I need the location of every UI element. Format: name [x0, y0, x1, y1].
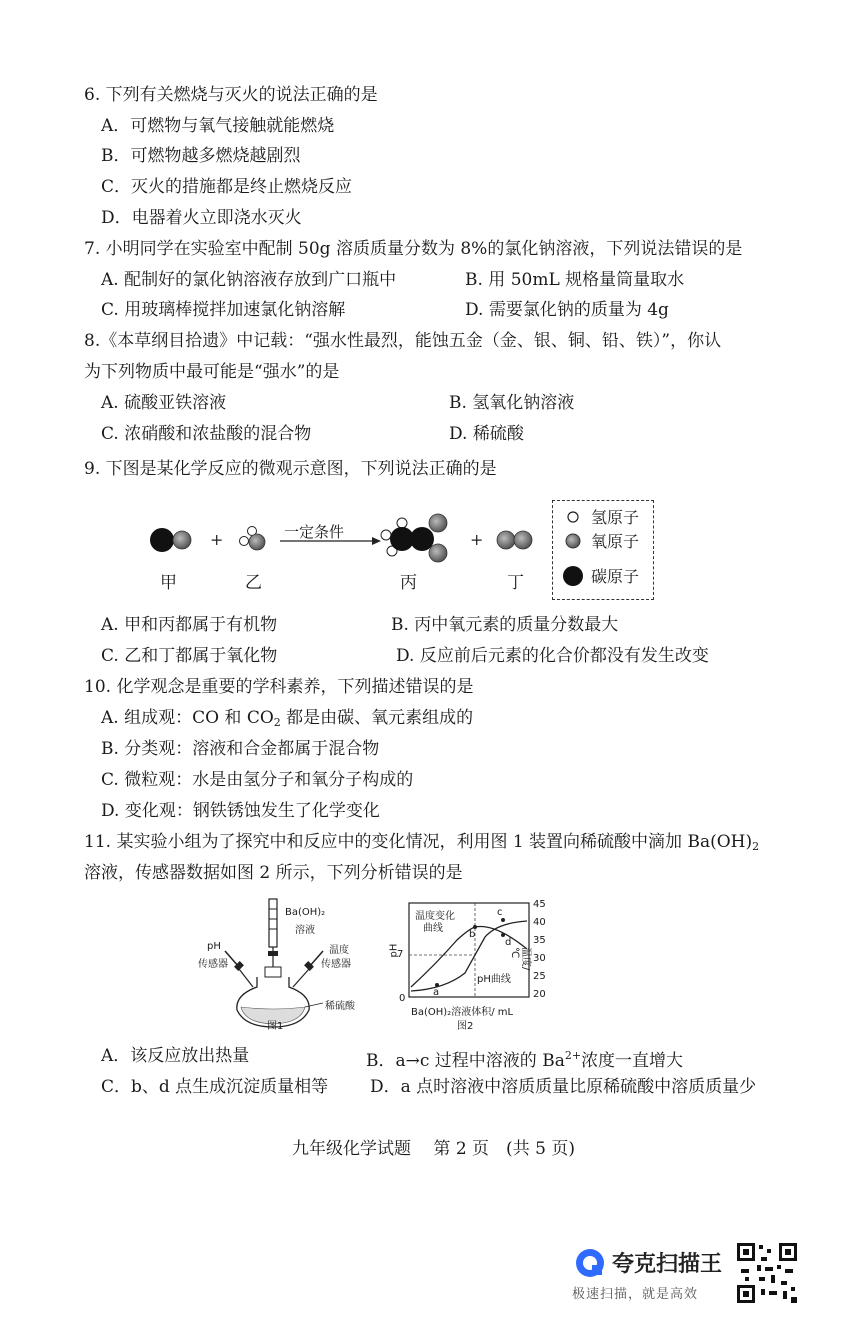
- q11-option-a: A．该反应放出热量: [101, 1046, 250, 1066]
- q9-stem: 9. 下图是某化学反应的微观示意图，下列说法正确的是: [84, 459, 497, 479]
- fig1-ph-sensor-label: pH: [207, 941, 221, 952]
- fig2-right-tick: 25: [533, 971, 546, 982]
- q6-option-d: D．电器着火立即浇水灭火: [101, 208, 302, 228]
- q7-option-b: B. 用 50mL 规格量筒量取水: [465, 270, 685, 290]
- fig2-temp-curve-label-2: 曲线: [423, 923, 443, 934]
- fig2-caption: 图2: [457, 1021, 474, 1032]
- q10-option-b: B. 分类观：溶液和合金都属于混合物: [101, 739, 380, 759]
- fig1-caption: 图1: [267, 1021, 284, 1032]
- q9-option-c: C. 乙和丁都属于氧化物: [101, 646, 278, 666]
- figure-1-apparatus: [195, 895, 375, 1030]
- label-bing: 丙: [400, 573, 417, 593]
- q6-option-c: C．灭火的措施都是终止燃烧反应: [101, 177, 353, 197]
- reaction-diagram: [140, 505, 550, 565]
- q11-option-c: C．b、d 点生成沉淀质量相等: [101, 1077, 329, 1097]
- q9-option-d: D. 反应前后元素的化合价都没有发生改变: [396, 646, 709, 666]
- q8-stem-line1: 8.《本草纲目拾遗》中记载：“强水性最烈，能蚀五金（金、银、铜、铅、铁）”，你认: [84, 331, 722, 351]
- fig1-temp-sensor-label-2: 传感器: [321, 959, 351, 970]
- fig2-temp-curve-label: 温度变化: [415, 911, 455, 922]
- q7-option-d: D. 需要氯化钠的质量为 4g: [465, 300, 669, 320]
- quark-logo-icon: [574, 1247, 606, 1279]
- legend-hydrogen: 氢原子: [591, 508, 640, 527]
- q9-option-b: B. 丙中氧元素的质量分数最大: [391, 615, 619, 635]
- q8-stem-line2: 为下列物质中最可能是“强水”的是: [84, 362, 340, 382]
- fig2-ylabel-right: 温度/℃: [509, 947, 531, 971]
- molecule-jia: [150, 528, 191, 552]
- svg-text:+: +: [470, 530, 484, 549]
- q8-option-a: A. 硫酸亚铁溶液: [101, 393, 227, 413]
- fig1-reagent-label-2: 溶液: [295, 925, 315, 936]
- fig2-point-d: d: [505, 937, 512, 948]
- fig2-right-tick: 40: [533, 917, 546, 928]
- fig2-right-tick: 30: [533, 953, 546, 964]
- q7-option-a: A. 配制好的氯化钠溶液存放到广口瓶中: [101, 270, 397, 290]
- q6-option-b: B．可燃物越多燃烧越剧烈: [101, 146, 301, 166]
- atom-legend: [552, 500, 654, 600]
- svg-text:+: +: [210, 530, 224, 549]
- q10-option-d: D. 变化观：钢铁锈蚀发生了化学变化: [101, 801, 380, 821]
- fig2-right-tick: 45: [533, 899, 546, 910]
- q11-stem-line1: 11. 某实验小组为了探究中和反应中的变化情况，利用图 1 装置向稀硫酸中滴加 $Ba(OH)_2$: [84, 832, 760, 853]
- page-footer: 九年级化学试题 第 2 页 (共 5 页): [292, 1139, 575, 1159]
- molecule-bing: [381, 514, 447, 562]
- q11-option-d: D．a 点时溶液中溶质质量比原稀硫酸中溶质质量少: [370, 1077, 757, 1097]
- q10-option-a: A. 组成观：CO 和 $CO_2$ 都是由碳、氧元素组成的: [101, 708, 474, 729]
- q6-option-a: A．可燃物与氧气接触就能燃烧: [101, 116, 335, 136]
- legend-carbon: 碳原子: [591, 567, 640, 586]
- q8-option-c: C. 浓硝酸和浓盐酸的混合物: [101, 424, 312, 444]
- q10-stem: 10. 化学观念是重要的学科素养，下列描述错误的是: [84, 677, 474, 697]
- fig1-ph-sensor-label-2: 传感器: [198, 959, 228, 970]
- q8-option-d: D. 稀硫酸: [449, 424, 524, 444]
- arrow-condition-label: 一定条件: [284, 523, 345, 541]
- molecule-ding: [497, 531, 532, 549]
- q11-stem-line2: 溶液，传感器数据如图 2 所示，下列分析错误的是: [84, 863, 463, 883]
- label-ding: 丁: [507, 573, 524, 593]
- q7-option-c: C. 用玻璃棒搅拌加速氯化钠溶解: [101, 300, 346, 320]
- q10-option-c: C. 微粒观：水是由氢分子和氧分子构成的: [101, 770, 414, 790]
- fig2-point-a: a: [433, 987, 440, 998]
- fig2-right-tick: 20: [533, 989, 546, 1000]
- q11-option-b: B．a→c 过程中溶液的 $Ba^{2+}$浓度一直增大: [366, 1049, 684, 1071]
- q7-stem: 7. 小明同学在实验室中配制 50g 溶质质量分数为 8%的氯化钠溶液，下列说法错误的是: [84, 239, 743, 259]
- scanner-brand-name: 夸克扫描王: [612, 1252, 723, 1277]
- label-jia: 甲: [160, 573, 177, 593]
- fig2-right-tick: 35: [533, 935, 546, 946]
- figure-2-chart: [385, 895, 560, 1030]
- q6-stem: 6. 下列有关燃烧与灭火的说法正确的是: [84, 85, 378, 105]
- fig2-xlabel: Ba(OH)₂溶液体积/ mL: [411, 1007, 514, 1018]
- molecule-yi: [240, 527, 266, 551]
- fig2-ylabel-left: pH: [388, 943, 400, 958]
- fig2-ph-tick: 7: [397, 949, 404, 960]
- q8-option-b: B. 氢氧化钠溶液: [449, 393, 575, 413]
- q9-option-a: A. 甲和丙都属于有机物: [101, 615, 278, 635]
- fig2-ph-curve-label: pH曲线: [477, 974, 511, 985]
- fig1-reagent-label: Ba(OH)₂: [285, 907, 326, 918]
- fig1-temp-sensor-label: 温度: [329, 945, 349, 956]
- fig1-acid-label: 稀硫酸: [325, 1001, 355, 1012]
- fig2-point-c: c: [497, 907, 503, 918]
- fig2-origin: 0: [399, 993, 406, 1004]
- qr-code-icon: [735, 1241, 799, 1305]
- fig2-point-b: b: [469, 929, 476, 940]
- label-yi: 乙: [245, 573, 262, 593]
- scanner-tagline: 极速扫描，就是高效: [572, 1287, 699, 1302]
- legend-oxygen: 氧原子: [591, 532, 640, 551]
